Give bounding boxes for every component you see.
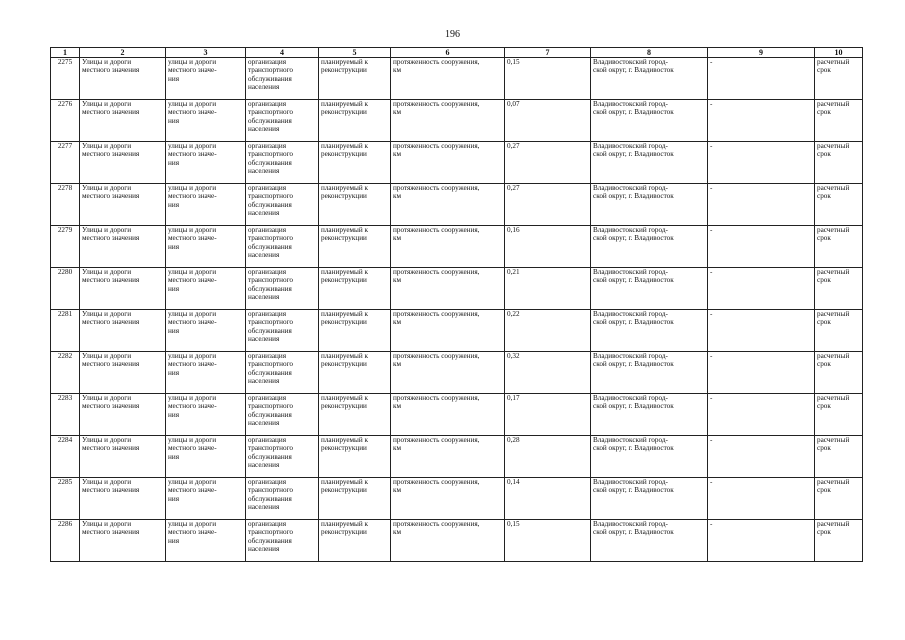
table-row [51,520,863,562]
object-name-text: Улицы и дороги местного значения [82,226,140,243]
value-text: 0,15 [507,520,520,528]
object-type-text: улицы и дороги местного значе- ния [168,478,217,503]
row-number-cell [51,268,80,310]
status-text: планируемый к реконструкции [321,58,369,75]
value-text: 0,27 [507,142,520,150]
parameter-text: протяженность сооружения, км [393,310,480,327]
location-text: Владивостокский город- ской округ, г. Владивосток [593,436,674,453]
value-cell [505,478,591,520]
table-row [51,184,863,226]
location-text: Владивостокский город- ской округ, г. Владивосток [593,100,674,117]
object-name-text: Улицы и дороги местного значения [82,142,140,159]
location-cell [591,58,708,100]
parameter-text: протяженность сооружения, км [393,478,480,495]
purpose-text: организация транспортного обслуживания населения [248,142,293,175]
value-text: 0,22 [507,310,520,318]
row-number-cell [51,142,80,184]
value-text: 0,27 [507,184,520,192]
zone-text: - [710,478,713,486]
row-number-cell [51,478,80,520]
status-cell [319,100,391,142]
zone-cell [708,226,815,268]
purpose-text: организация транспортного обслуживания населения [248,184,293,217]
object-name-cell [80,226,166,268]
table-row [51,436,863,478]
purpose-cell [246,226,319,268]
object-type-cell [166,100,246,142]
row-number-cell [51,394,80,436]
status-text: планируемый к реконструкции [321,268,369,285]
term-text: расчетный срок [817,184,850,201]
object-type-cell [166,310,246,352]
object-name-text: Улицы и дороги местного значения [82,58,140,75]
purpose-text: организация транспортного обслуживания населения [248,478,293,511]
location-text: Владивостокский город- ской округ, г. Владивосток [593,184,674,201]
row-number-text: 2276 [57,100,73,108]
row-number-cell [51,100,80,142]
object-name-text: Улицы и дороги местного значения [82,100,140,117]
value-cell [505,184,591,226]
column-header: 10 [815,48,863,58]
object-name-cell [80,142,166,184]
object-type-text: улицы и дороги местного значе- ния [168,520,217,545]
zone-cell [708,352,815,394]
object-type-cell [166,436,246,478]
location-text: Владивостокский город- ской округ, г. Владивосток [593,226,674,243]
status-cell [319,268,391,310]
object-type-text: улицы и дороги местного значе- ния [168,100,217,125]
location-text: Владивостокский город- ской округ, г. Владивосток [593,394,674,411]
parameter-text: протяженность сооружения, км [393,352,480,369]
column-header: 9 [708,48,815,58]
object-type-text: улицы и дороги местного значе- ния [168,58,217,83]
zone-text: - [710,394,713,402]
location-cell [591,268,708,310]
value-cell [505,100,591,142]
column-header: 2 [80,48,166,58]
zone-cell [708,100,815,142]
parameter-cell [391,310,505,352]
table-row [51,478,863,520]
object-name-cell [80,100,166,142]
location-cell [591,436,708,478]
purpose-cell [246,184,319,226]
parameter-text: протяженность сооружения, км [393,226,480,243]
location-cell [591,394,708,436]
purpose-cell [246,58,319,100]
term-cell [815,310,863,352]
location-cell [591,520,708,562]
location-text: Владивостокский город- ской округ, г. Владивосток [593,310,674,327]
object-type-cell [166,184,246,226]
parameter-text: протяженность сооружения, км [393,58,480,75]
parameter-cell [391,100,505,142]
zone-text: - [710,142,713,150]
parameter-text: протяженность сооружения, км [393,436,480,453]
object-type-text: улицы и дороги местного значе- ния [168,394,217,419]
object-type-cell [166,394,246,436]
zone-cell [708,520,815,562]
purpose-text: организация транспортного обслуживания населения [248,268,293,301]
table-row [51,310,863,352]
object-name-text: Улицы и дороги местного значения [82,268,140,285]
location-text: Владивостокский город- ской округ, г. Владивосток [593,58,674,75]
term-cell [815,58,863,100]
object-name-cell [80,394,166,436]
parameter-text: протяженность сооружения, км [393,142,480,159]
page-number: 196 [445,29,460,40]
object-name-cell [80,436,166,478]
parameter-text: протяженность сооружения, км [393,100,480,117]
purpose-cell [246,352,319,394]
location-cell [591,310,708,352]
purpose-text: организация транспортного обслуживания населения [248,520,293,553]
value-text: 0,07 [507,100,520,108]
status-cell [319,310,391,352]
purpose-text: организация транспортного обслуживания населения [248,394,293,427]
purpose-cell [246,142,319,184]
row-number-text: 2285 [57,478,73,486]
row-number-cell [51,58,80,100]
status-cell [319,58,391,100]
status-text: планируемый к реконструкции [321,142,369,159]
table-row [51,142,863,184]
location-cell [591,352,708,394]
parameter-cell [391,352,505,394]
object-type-text: улицы и дороги местного значе- ния [168,184,217,209]
location-text: Владивостокский город- ской округ, г. Владивосток [593,478,674,495]
term-cell [815,394,863,436]
table-row [51,226,863,268]
object-type-text: улицы и дороги местного значе- ния [168,226,217,251]
column-header: 7 [505,48,591,58]
purpose-text: организация транспортного обслуживания населения [248,352,293,385]
object-type-text: улицы и дороги местного значе- ния [168,352,217,377]
table-row [51,394,863,436]
purpose-cell [246,310,319,352]
zone-cell [708,436,815,478]
term-text: расчетный срок [817,142,850,159]
term-text: расчетный срок [817,436,850,453]
object-name-cell [80,520,166,562]
value-text: 0,32 [507,352,520,360]
term-cell [815,478,863,520]
purpose-cell [246,394,319,436]
row-number-text: 2280 [57,268,73,276]
row-number-text: 2279 [57,226,73,234]
table-row [51,100,863,142]
parameter-cell [391,478,505,520]
table-row [51,352,863,394]
value-cell [505,436,591,478]
term-text: расчетный срок [817,520,850,537]
value-cell [505,310,591,352]
value-cell [505,58,591,100]
location-cell [591,142,708,184]
term-cell [815,520,863,562]
location-cell [591,478,708,520]
zone-text: - [710,58,713,66]
location-text: Владивостокский город- ской округ, г. Владивосток [593,268,674,285]
parameter-text: протяженность сооружения, км [393,268,480,285]
object-type-text: улицы и дороги местного значе- ния [168,142,217,167]
row-number-cell [51,352,80,394]
term-text: расчетный срок [817,268,850,285]
object-type-cell [166,268,246,310]
term-text: расчетный срок [817,226,850,243]
object-name-cell [80,184,166,226]
term-text: расчетный срок [817,58,850,75]
row-number-text: 2283 [57,394,73,402]
status-cell [319,352,391,394]
zone-cell [708,310,815,352]
parameter-cell [391,268,505,310]
row-number-cell [51,184,80,226]
row-number-text: 2282 [57,352,73,360]
row-number-cell [51,310,80,352]
status-text: планируемый к реконструкции [321,352,369,369]
header-row [51,48,863,58]
object-name-text: Улицы и дороги местного значения [82,352,140,369]
object-name-text: Улицы и дороги местного значения [82,436,140,453]
row-number-text: 2284 [57,436,73,444]
column-header: 4 [246,48,319,58]
purpose-text: организация транспортного обслуживания населения [248,436,293,469]
table-row [51,268,863,310]
object-name-text: Улицы и дороги местного значения [82,520,140,537]
zone-cell [708,268,815,310]
object-type-cell [166,520,246,562]
status-cell [319,520,391,562]
term-cell [815,352,863,394]
status-text: планируемый к реконструкции [321,184,369,201]
status-cell [319,436,391,478]
parameter-text: протяженность сооружения, км [393,184,480,201]
value-text: 0,16 [507,226,520,234]
column-header: 1 [51,48,80,58]
object-name-cell [80,352,166,394]
term-text: расчетный срок [817,310,850,327]
location-cell [591,226,708,268]
zone-cell [708,58,815,100]
value-text: 0,28 [507,436,520,444]
value-cell [505,142,591,184]
purpose-text: организация транспортного обслуживания населения [248,100,293,133]
parameter-cell [391,520,505,562]
value-cell [505,394,591,436]
status-text: планируемый к реконструкции [321,436,369,453]
zone-cell [708,394,815,436]
status-cell [319,478,391,520]
term-cell [815,100,863,142]
status-cell [319,142,391,184]
value-cell [505,226,591,268]
row-number-text: 2275 [57,58,73,66]
object-type-cell [166,142,246,184]
purpose-cell [246,520,319,562]
table-body [51,58,863,562]
object-name-text: Улицы и дороги местного значения [82,478,140,495]
term-cell [815,268,863,310]
value-text: 0,15 [507,58,520,66]
parameter-cell [391,58,505,100]
status-text: планируемый к реконструкции [321,394,369,411]
value-cell [505,352,591,394]
location-cell [591,100,708,142]
zone-cell [708,142,815,184]
status-cell [319,184,391,226]
value-cell [505,268,591,310]
zone-text: - [710,268,713,276]
value-text: 0,21 [507,268,520,276]
zone-text: - [710,436,713,444]
location-text: Владивостокский город- ской округ, г. Владивосток [593,142,674,159]
column-header: 6 [391,48,505,58]
status-text: планируемый к реконструкции [321,478,369,495]
zone-text: - [710,100,713,108]
status-cell [319,226,391,268]
term-text: расчетный срок [817,478,850,495]
parameter-text: протяженность сооружения, км [393,520,480,537]
purpose-text: организация транспортного обслуживания населения [248,310,293,343]
object-name-text: Улицы и дороги местного значения [82,310,140,327]
term-text: расчетный срок [817,100,850,117]
status-cell [319,394,391,436]
object-type-text: улицы и дороги местного значе- ния [168,310,217,335]
parameter-cell [391,394,505,436]
zone-text: - [710,184,713,192]
zone-text: - [710,352,713,360]
zone-text: - [710,226,713,234]
row-number-cell [51,520,80,562]
term-cell [815,184,863,226]
parameter-cell [391,184,505,226]
term-cell [815,142,863,184]
zone-cell [708,478,815,520]
value-text: 0,17 [507,394,520,402]
purpose-cell [246,478,319,520]
object-name-cell [80,310,166,352]
row-number-cell [51,226,80,268]
object-name-cell [80,268,166,310]
value-cell [505,520,591,562]
zone-text: - [710,520,713,528]
status-text: планируемый к реконструкции [321,226,369,243]
parameter-text: протяженность сооружения, км [393,394,480,411]
status-text: планируемый к реконструкции [321,100,369,117]
purpose-cell [246,436,319,478]
zone-cell [708,184,815,226]
object-type-cell [166,478,246,520]
location-text: Владивостокский город- ской округ, г. Владивосток [593,352,674,369]
object-type-cell [166,58,246,100]
term-cell [815,226,863,268]
object-type-cell [166,226,246,268]
parameter-cell [391,226,505,268]
object-name-cell [80,58,166,100]
parameter-cell [391,436,505,478]
table-row [51,58,863,100]
object-name-cell [80,478,166,520]
row-number-text: 2278 [57,184,73,192]
zone-text: - [710,310,713,318]
column-header: 3 [166,48,246,58]
row-number-cell [51,436,80,478]
purpose-text: организация транспортного обслуживания населения [248,58,293,91]
term-text: расчетный срок [817,352,850,369]
purpose-cell [246,268,319,310]
purpose-text: организация транспортного обслуживания населения [248,226,293,259]
purpose-cell [246,100,319,142]
location-cell [591,184,708,226]
term-cell [815,436,863,478]
row-number-text: 2281 [57,310,73,318]
object-type-text: улицы и дороги местного значе- ния [168,268,217,293]
row-number-text: 2286 [57,520,73,528]
column-header: 8 [591,48,708,58]
parameter-cell [391,142,505,184]
column-header: 5 [319,48,391,58]
value-text: 0,14 [507,478,520,486]
object-type-cell [166,352,246,394]
term-text: расчетный срок [817,394,850,411]
location-text: Владивостокский город- ской округ, г. Владивосток [593,520,674,537]
registry-table [50,47,863,562]
object-name-text: Улицы и дороги местного значения [82,184,140,201]
object-name-text: Улицы и дороги местного значения [82,394,140,411]
status-text: планируемый к реконструкции [321,310,369,327]
row-number-text: 2277 [57,142,73,150]
object-type-text: улицы и дороги местного значе- ния [168,436,217,461]
status-text: планируемый к реконструкции [321,520,369,537]
